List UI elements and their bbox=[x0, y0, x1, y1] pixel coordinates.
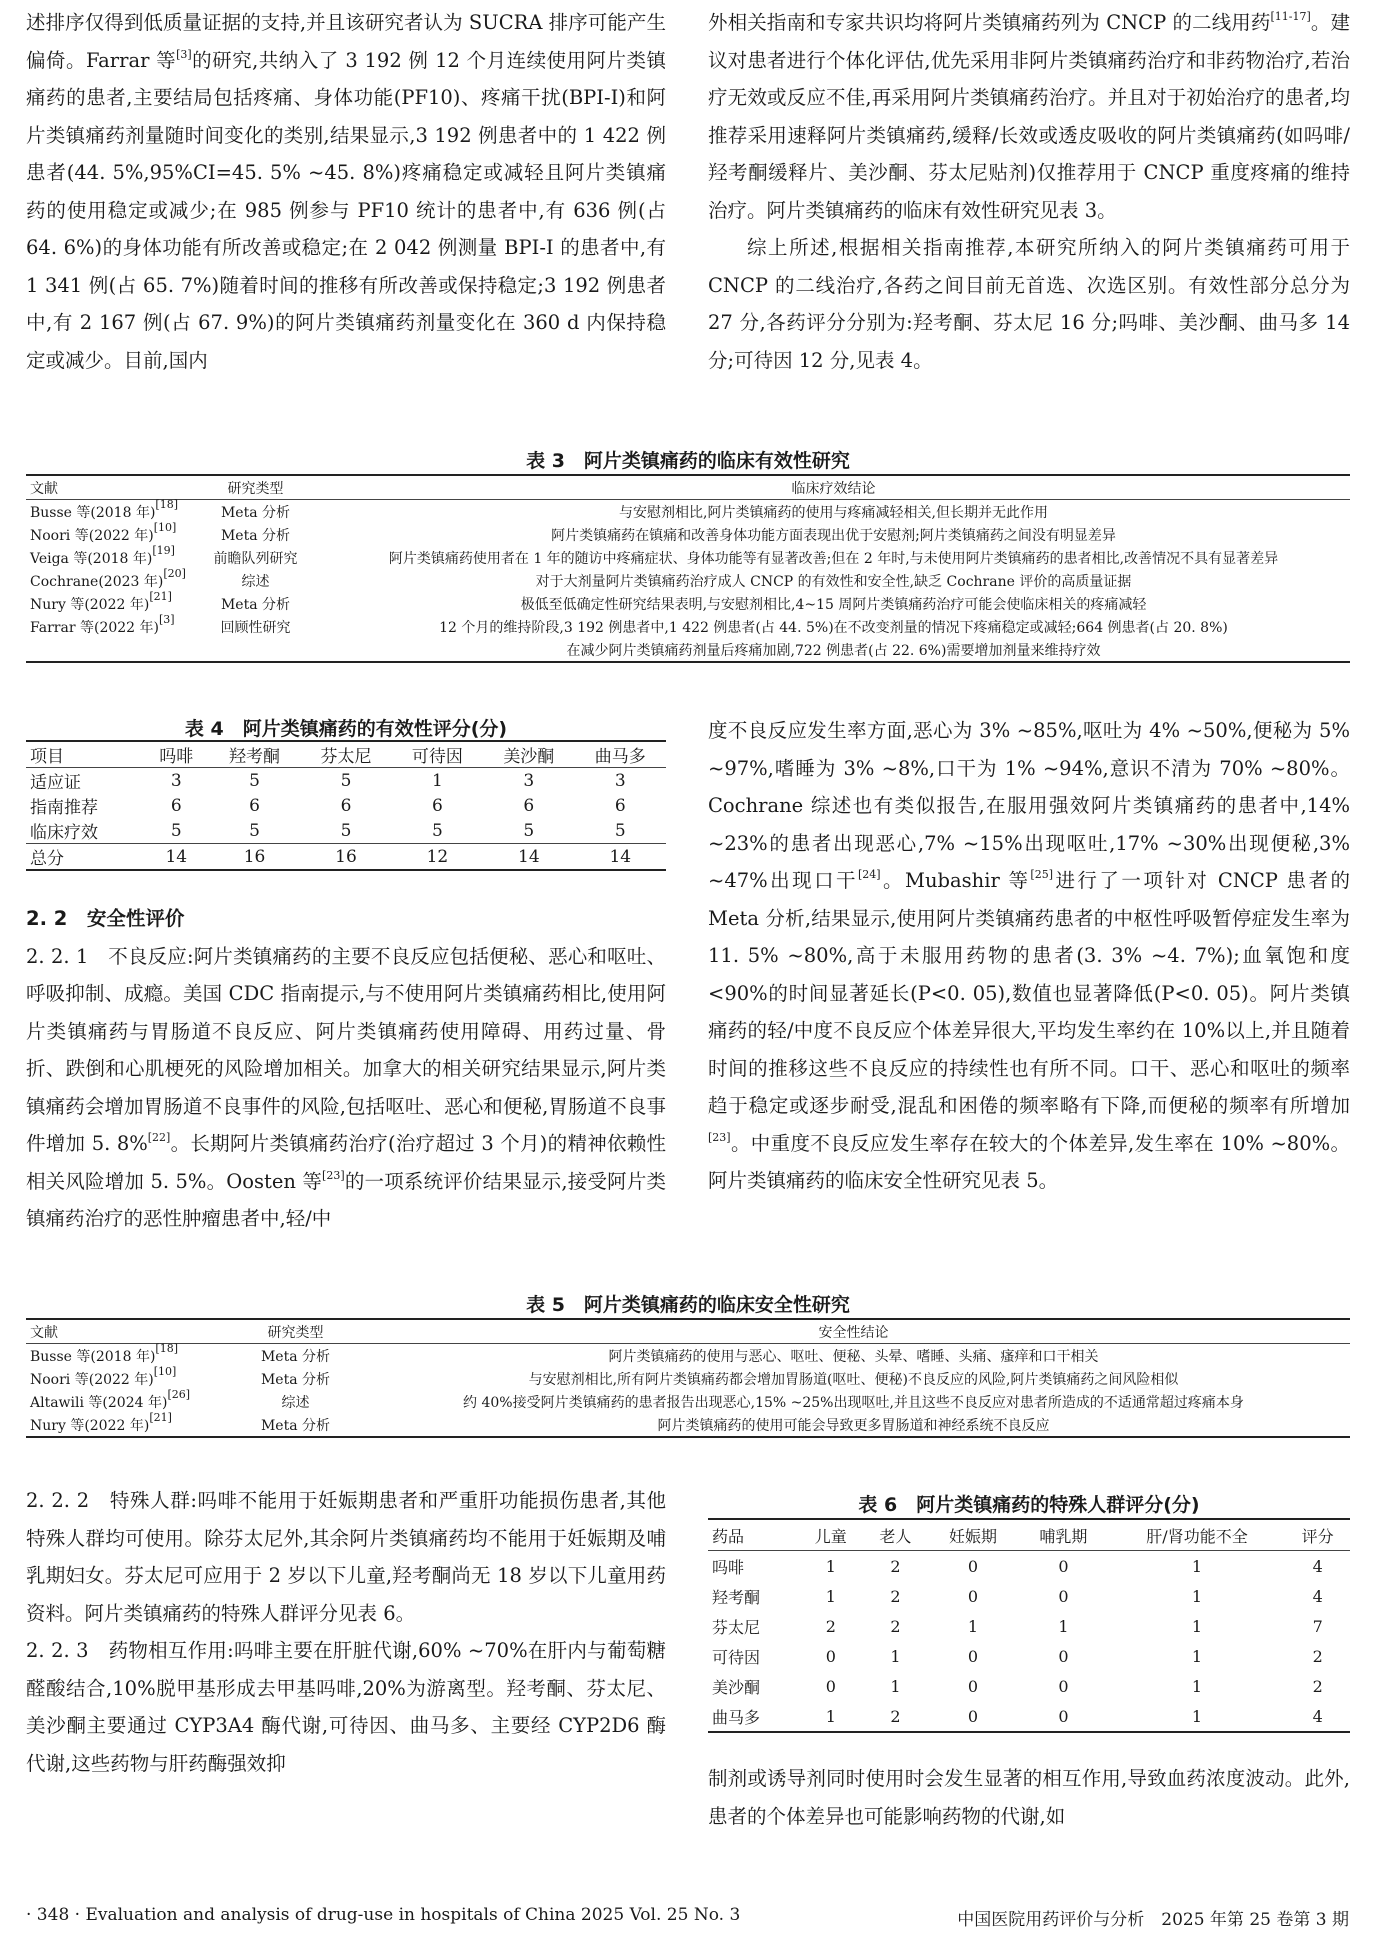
column-header: 曲马多 bbox=[594, 747, 646, 767]
score-cell: 6 bbox=[249, 795, 260, 816]
score-cell: 6 bbox=[340, 795, 352, 816]
column-header: 美沙酮 bbox=[503, 747, 555, 767]
table-header-row bbox=[26, 741, 666, 768]
column-header: 项目 bbox=[30, 747, 64, 767]
score-cell: 0 bbox=[1058, 1646, 1069, 1666]
row-label: 临床疗效 bbox=[30, 823, 98, 843]
paragraph: 2. 2. 1 不良反应:阿片类镇痛药的主要不良反应包括便秘、恶心和呕吐、呼吸抑制、成瘾。美国 CDC 指南提示,与不使用阿片类镇痛药相比,使用阿片类镇痛药与胃肠道不良反应、阿片类镇痛药使用障碍、用药过量、骨折、跌倒和心肌梗死的风险增加相关。加拿大的相关研究结果显示,阿片类镇痛药会增加胃肠道不良事件的风险,包括呕吐、恶心和便秘,胃肠道不良事件增加 5. 8%[22]。长期阿片类镇痛药治疗(治疗超过 3 个月)的精神依赖性相关风险增加 5. 5%。Oosten 等[23]的一项系统评价结果显示,接受阿片类镇痛药治疗的恶性肿瘤患者中,轻/中 bbox=[26, 944, 666, 1230]
study-type-cell: Meta 分析 bbox=[260, 1371, 331, 1388]
paragraph: 度不良反应发生率方面,恶心为 3% ~85%,呕吐为 4% ~50%,便秘为 5% ~97%,嗜睡为 3% ~8%,口干为 1% ~94%,意识不清为 70% ~80%。Cochrane 综述也有类似报告,在服用强效阿片类镇痛药的患者中,14% ~23%的患者出现恶心,7% ~15%出现呕吐,17% ~30%出现便秘,3% ~47%出现口干[24]。Mubashir 等[25]进行了一项针对 CNCP 患者的 Meta 分析,结果显示,使用阿片类镇痛药患者的中枢性呼吸暂停症发生率为 11. 5% ~80%,高于未服用药物的患者(3. 3% ~4. 7%);血氧饱和度<90%的时间显著延长(P<0. 05),数值也显著降低(P<0. 05)。阿片类镇痛药的轻/中度不良反应个体差异很大,平均发生率约在 10%以上,并且随着时间的推移这些不良反应的持续性也有所不同。口干、恶心和呕吐的频率趋于稳定或逐步耐受,混乱和困倦的频率略有下降,而便秘的频率有所增加[23]。中重度不良反应发生率存在较大的个体差异,发生率在 10% ~80%。阿片类镇痛药的临床安全性研究见表 5。 bbox=[708, 719, 1350, 1192]
reference-cell: Busse 等(2018 年)[18] bbox=[30, 497, 179, 521]
citation: [20] bbox=[163, 566, 186, 580]
citation: [23] bbox=[322, 1168, 345, 1182]
table-row bbox=[708, 1611, 1350, 1641]
conclusion-cell: 约 40%接受阿片类镇痛药的患者报告出现恶心,15% ~25%出现呕吐,并且这些不良反应对患者所造成的不适通常超过疼痛本身 bbox=[463, 1394, 1244, 1411]
section-2-2 bbox=[26, 900, 666, 1238]
citation: [10] bbox=[153, 520, 177, 534]
score-cell: 0 bbox=[967, 1676, 979, 1696]
table-row bbox=[26, 844, 666, 871]
score-cell: 5 bbox=[523, 820, 535, 841]
reference-cell: Nury 等(2022 年)[21] bbox=[30, 1410, 172, 1434]
score-cell: 1 bbox=[825, 1586, 836, 1606]
paragraph: 2. 2. 2 特殊人群:吗啡不能用于妊娠期患者和严重肝功能损伤患者,其他特殊人群均可使用。除芬太尼外,其余阿片类镇痛药均不能用于妊娠期及哺乳期妇女。芬太尼可应用于 2 岁以下儿童,羟考酮尚无 18 岁以下儿童用药资料。阿片类镇痛药的特殊人群评分见表 6。 bbox=[26, 1489, 666, 1625]
column-header: 文献 bbox=[30, 480, 58, 497]
row-label: 适应证 bbox=[30, 773, 81, 793]
footer-right: 中国医院用药评价与分析 2025 年第 25 卷第 3 期 bbox=[957, 1910, 1349, 1930]
table3 bbox=[26, 474, 1350, 663]
citation: [22] bbox=[147, 1131, 171, 1144]
score-cell: 12 bbox=[426, 846, 449, 867]
score-cell: 1 bbox=[890, 1646, 901, 1666]
row-label: 美沙酮 bbox=[712, 1677, 761, 1697]
column-header: 哺乳期 bbox=[1039, 1526, 1088, 1546]
table6 bbox=[708, 1518, 1350, 1733]
citation: [26] bbox=[167, 1387, 191, 1401]
score-cell: 3 bbox=[614, 770, 626, 791]
table-row bbox=[708, 1701, 1350, 1732]
score-cell: 0 bbox=[1058, 1586, 1069, 1606]
column-header: 羟考酮 bbox=[229, 747, 281, 767]
study-type-cell: Meta 分析 bbox=[220, 596, 291, 613]
score-cell: 1 bbox=[1191, 1586, 1203, 1606]
table4 bbox=[26, 740, 666, 871]
score-cell: 6 bbox=[431, 795, 443, 816]
score-cell: 1 bbox=[1191, 1616, 1203, 1636]
table-row bbox=[26, 1344, 1350, 1368]
table-row bbox=[26, 1390, 1350, 1413]
table-row bbox=[26, 1367, 1350, 1390]
paragraph: 外相关指南和专家共识均将阿片类镇痛药列为 CNCP 的二线用药[11-17]。建议对患者进行个体化评估,优先采用非阿片类镇痛药治疗和非药物治疗,若治疗无效或反应不佳,再采用阿片类镇痛药治疗。并且对于初始治疗的患者,均推荐采用速释阿片类镇痛药,缓释/长效或透皮吸收的阿片类镇痛药(如吗啡/羟考酮缓释片、美沙酮、芬太尼贴剂)仅推荐用于 CNCP 重度疼痛的维持治疗。阿片类镇痛药的临床有效性研究见表 3。 bbox=[708, 10, 1350, 222]
column-header: 文献 bbox=[30, 1324, 58, 1341]
reference-cell bbox=[26, 638, 194, 662]
table4-title: 表 4 阿片类镇痛药的有效性评分(分) bbox=[184, 718, 508, 740]
score-cell: 16 bbox=[335, 846, 357, 867]
row-label: 羟考酮 bbox=[712, 1587, 761, 1607]
table-header-row bbox=[26, 1319, 1350, 1344]
column-header: 安全性结论 bbox=[818, 1324, 889, 1341]
left-column-top bbox=[26, 4, 666, 379]
citation: [18] bbox=[155, 1341, 179, 1355]
reference-cell: Busse 等(2018 年)[18] bbox=[30, 1341, 179, 1365]
reference-cell: Nury 等(2022 年)[21] bbox=[30, 589, 172, 613]
score-cell: 1 bbox=[1191, 1706, 1203, 1726]
column-header: 吗啡 bbox=[159, 747, 194, 767]
citation: [23] bbox=[708, 1130, 731, 1144]
score-cell: 3 bbox=[170, 770, 182, 791]
score-cell: 0 bbox=[967, 1646, 979, 1666]
table-row bbox=[26, 546, 1350, 569]
score-cell: 1 bbox=[1191, 1676, 1203, 1696]
table-row bbox=[26, 615, 1350, 638]
table-header-row bbox=[708, 1519, 1350, 1551]
study-type-cell: Meta 分析 bbox=[260, 1348, 331, 1365]
study-type-cell: Meta 分析 bbox=[260, 1417, 331, 1434]
conclusion-cell: 对于大剂量阿片类镇痛药治疗成人 CNCP 的有效性和安全性,缺乏 Cochrane 评价的高质量证据 bbox=[535, 573, 1132, 590]
score-cell: 0 bbox=[967, 1706, 979, 1726]
score-cell: 2 bbox=[890, 1586, 901, 1606]
column-header: 可待因 bbox=[411, 747, 463, 767]
reference-cell: Noori 等(2022 年)[10] bbox=[30, 520, 177, 544]
score-cell: 16 bbox=[243, 846, 266, 867]
reference-cell: Noori 等(2022 年)[10] bbox=[30, 1364, 177, 1388]
score-cell: 0 bbox=[825, 1676, 836, 1696]
citation: [3] bbox=[159, 612, 175, 626]
citation: [10] bbox=[153, 1364, 177, 1378]
score-cell: 1 bbox=[890, 1676, 901, 1696]
study-type-cell: 前瞻队列研究 bbox=[213, 550, 298, 567]
score-cell: 2 bbox=[890, 1706, 901, 1726]
column-header: 肝/肾功能不全 bbox=[1146, 1526, 1248, 1546]
citation: [24] bbox=[858, 868, 881, 881]
footer-left: · 348 · Evaluation and analysis of drug-use in hospitals of China 2025 Vol. 25 No. 3 bbox=[26, 1905, 741, 1925]
score-cell: 5 bbox=[340, 820, 352, 841]
conclusion-cell: 阿片类镇痛药的使用可能会导致更多胃肠道和神经系统不良反应 bbox=[657, 1417, 1050, 1434]
study-type-cell: Meta 分析 bbox=[220, 504, 291, 521]
score-cell: 1 bbox=[1191, 1646, 1203, 1666]
citation: [18] bbox=[155, 497, 179, 511]
score-cell: 2 bbox=[890, 1556, 901, 1576]
right-column-bottom bbox=[708, 1760, 1350, 1835]
table6-title: 表 6 阿片类镇痛药的特殊人群评分(分) bbox=[858, 1494, 1200, 1516]
table-row bbox=[708, 1671, 1350, 1701]
citation: [25] bbox=[1030, 868, 1053, 881]
score-cell: 5 bbox=[249, 770, 260, 791]
column-header: 芬太尼 bbox=[320, 747, 372, 767]
score-cell: 4 bbox=[1312, 1706, 1323, 1726]
score-cell: 3 bbox=[523, 770, 535, 791]
conclusion-cell: 阿片类镇痛药在镇痛和改善身体功能方面表现出优于安慰剂;阿片类镇痛药之间没有明显差异 bbox=[551, 527, 1116, 544]
score-cell: 14 bbox=[518, 846, 540, 867]
conclusion-cell: 与安慰剂相比,所有阿片类镇痛药都会增加胃肠道(呕吐、便秘)不良反应的风险,阿片类镇痛药之间风险相似 bbox=[528, 1371, 1179, 1388]
table-row bbox=[26, 638, 1350, 662]
section-heading: 2. 2 安全性评价 bbox=[26, 907, 185, 930]
score-cell: 1 bbox=[431, 770, 443, 791]
table-row bbox=[26, 569, 1350, 592]
right-column-top bbox=[708, 4, 1350, 379]
score-cell: 0 bbox=[967, 1556, 979, 1576]
score-cell: 2 bbox=[890, 1616, 901, 1636]
score-cell: 0 bbox=[1058, 1676, 1069, 1696]
table-row bbox=[708, 1641, 1350, 1671]
score-cell: 14 bbox=[609, 846, 632, 867]
study-type-cell: 回顾性研究 bbox=[220, 619, 291, 636]
paragraph: 2. 2. 3 药物相互作用:吗啡主要在肝脏代谢,60% ~70%在肝内与葡萄糖醛酸结合,10%脱甲基形成去甲基吗啡,20%为游离型。羟考酮、芬太尼、美沙酮主要通过 CYP3A4 酶代谢,可待因、曲马多、主要经 CYP2D6 酶代谢,这些药物与肝药酶强效抑 bbox=[26, 1639, 666, 1775]
score-cell: 0 bbox=[1058, 1556, 1069, 1576]
paragraph: 综上所述,根据相关指南推荐,本研究所纳入的阿片类镇痛药可用于 CNCP 的二线治疗,各药之间目前无首选、次选区别。有效性部分总分为 27 分,各药评分分别为:羟考酮、芬太尼 16 分;吗啡、美沙酮、曲马多 14 分;可待因 12 分,见表 4。 bbox=[708, 236, 1350, 372]
score-cell: 5 bbox=[431, 820, 443, 841]
conclusion-cell: 12 个月的维持阶段,3 192 例患者中,1 422 例患者(占 44. 5%)在不改变剂量的情况下疼痛稳定或减轻;664 例患者(占 20. 8%) bbox=[439, 619, 1228, 636]
score-cell: 0 bbox=[1058, 1706, 1069, 1726]
right-column-middle bbox=[708, 712, 1350, 1200]
column-header: 研究类型 bbox=[227, 480, 284, 497]
reference-cell: Veiga 等(2018 年)[19] bbox=[30, 543, 175, 567]
column-header: 药品 bbox=[712, 1526, 745, 1546]
study-type-cell: 综述 bbox=[241, 573, 270, 590]
conclusion-cell: 阿片类镇痛药使用者在 1 年的随访中疼痛症状、身体功能等有显著改善;但在 2 年时,与未使用阿片类镇痛药的患者相比,改善情况不具有显著差异 bbox=[388, 550, 1279, 567]
table-row bbox=[26, 500, 1350, 524]
table-row bbox=[26, 793, 666, 818]
table-row bbox=[26, 768, 666, 794]
column-header: 儿童 bbox=[814, 1526, 847, 1546]
row-label: 可待因 bbox=[712, 1647, 761, 1667]
row-label: 吗啡 bbox=[712, 1557, 745, 1577]
citation: [21] bbox=[149, 1410, 172, 1424]
citation: [21] bbox=[149, 589, 172, 603]
conclusion-cell: 极低至低确定性研究结果表明,与安慰剂相比,4~15 周阿片类镇痛药治疗可能会使临床相关的疼痛减轻 bbox=[520, 596, 1147, 613]
column-header: 临床疗效结论 bbox=[791, 480, 876, 497]
column-header: 评分 bbox=[1301, 1526, 1334, 1546]
column-header: 研究类型 bbox=[267, 1324, 324, 1341]
column-header: 老人 bbox=[879, 1526, 912, 1546]
study-type-cell bbox=[194, 638, 317, 662]
citation: [11-17] bbox=[1270, 10, 1311, 23]
row-label: 指南推荐 bbox=[30, 798, 98, 818]
table5-title: 表 5 阿片类镇痛药的临床安全性研究 bbox=[526, 1294, 850, 1316]
reference-cell: Altawili 等(2024 年)[26] bbox=[30, 1387, 191, 1411]
table5 bbox=[26, 1318, 1350, 1438]
score-cell: 1 bbox=[825, 1706, 836, 1726]
table-row bbox=[708, 1551, 1350, 1582]
row-label: 曲马多 bbox=[712, 1707, 761, 1727]
score-cell: 6 bbox=[614, 795, 626, 816]
score-cell: 4 bbox=[1312, 1586, 1323, 1606]
score-cell: 5 bbox=[614, 820, 626, 841]
column-header: 妊娠期 bbox=[948, 1526, 997, 1546]
left-column-bottom bbox=[26, 1482, 666, 1782]
table-row bbox=[26, 523, 1350, 546]
citation: [19] bbox=[152, 543, 175, 557]
score-cell: 1 bbox=[1191, 1556, 1203, 1576]
study-type-cell: 综述 bbox=[281, 1394, 310, 1411]
conclusion-cell: 与安慰剂相比,阿片类镇痛药的使用与疼痛减轻相关,但长期并无此作用 bbox=[619, 504, 1048, 521]
score-cell: 0 bbox=[825, 1646, 836, 1666]
conclusion-cell: 阿片类镇痛药的使用与恶心、呕吐、便秘、头晕、嗜睡、头痛、瘙痒和口干相关 bbox=[608, 1348, 1099, 1365]
paragraph: 述排序仅得到低质量证据的支持,并且该研究者认为 SUCRA 排序可能产生偏倚。Farrar 等[3]的研究,共纳入了 3 192 例 12 个月连续使用阿片类镇痛药的患者,主要结局包括疼痛、身体功能(PF10)、疼痛干扰(BPI-I)和阿片类镇痛药剂量随时间变化的类别,结果显示,3 192 例患者中的 1 422 例患者(44. 5%,95%CI=45. 5% ~45. 8%)疼痛稳定或减轻且阿片类镇痛药的使用稳定或减少;在 985 例参与 PF10 统计的患者中,有 636 例(占 64. 6%)的身体功能有所改善或稳定;在 2 042 例测量 BPI-I 的患者中,有 1 341 例(占 65. 7%)随着时间的推移有所改善或保持稳定;3 192 例患者中,有 2 167 例(占 67. 9%)的阿片类镇痛药剂量变化在 360 d 内保持稳定或减少。目前,国内 bbox=[26, 11, 666, 372]
score-cell: 5 bbox=[340, 770, 352, 791]
score-cell: 2 bbox=[1312, 1676, 1323, 1696]
score-cell: 6 bbox=[170, 795, 182, 816]
table-row bbox=[26, 818, 666, 844]
conclusion-cell: 在减少阿片类镇痛药剂量后疼痛加剧,722 例患者(占 22. 6%)需要增加剂量来维持疗效 bbox=[566, 642, 1101, 659]
score-cell: 0 bbox=[967, 1586, 979, 1606]
score-cell: 1 bbox=[1058, 1616, 1069, 1636]
score-cell: 2 bbox=[1312, 1646, 1323, 1666]
paragraph: 制剂或诱导剂同时使用时会发生显著的相互作用,导致血药浓度波动。此外,患者的个体差异也可能影响药物的代谢,如 bbox=[708, 1767, 1350, 1828]
score-cell: 6 bbox=[523, 795, 535, 816]
citation: [3] bbox=[176, 47, 192, 61]
score-cell: 14 bbox=[165, 846, 188, 867]
score-cell: 1 bbox=[967, 1616, 979, 1636]
score-cell: 5 bbox=[170, 820, 182, 841]
row-label: 总分 bbox=[30, 849, 64, 869]
study-type-cell: Meta 分析 bbox=[220, 527, 291, 544]
table-row bbox=[26, 1413, 1350, 1437]
score-cell: 7 bbox=[1312, 1616, 1323, 1636]
table-row bbox=[708, 1581, 1350, 1611]
table-header-row bbox=[26, 475, 1350, 500]
score-cell: 4 bbox=[1312, 1556, 1323, 1576]
score-cell: 1 bbox=[825, 1556, 836, 1576]
reference-cell: Farrar 等(2022 年)[3] bbox=[30, 612, 175, 636]
table-row bbox=[26, 592, 1350, 615]
score-cell: 2 bbox=[825, 1616, 836, 1636]
score-cell: 5 bbox=[249, 820, 260, 841]
table3-title: 表 3 阿片类镇痛药的临床有效性研究 bbox=[526, 450, 850, 472]
row-label: 芬太尼 bbox=[712, 1617, 761, 1637]
reference-cell: Cochrane(2023 年)[20] bbox=[30, 566, 186, 590]
